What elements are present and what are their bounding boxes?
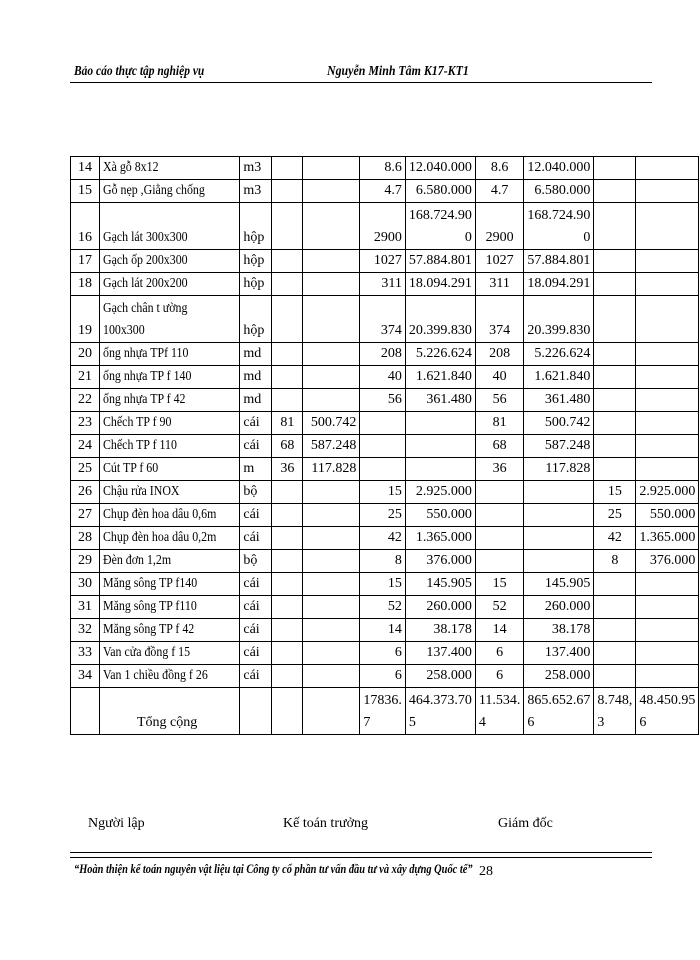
cell-c5 [303,596,360,619]
cell-c5: 587.248 [303,435,360,458]
materials-table [70,156,699,735]
table-row [71,180,699,203]
table-row [71,343,699,366]
table-row [71,157,699,180]
cell-c10 [594,389,636,412]
item-name: Gạch chân t ường 100x300 [100,296,240,343]
cell-c9: 168.724.90 0 [524,203,594,250]
cell-c8: 56 [475,389,523,412]
cell-c7: 57.884.801 [405,250,475,273]
cell-c4 [272,157,303,180]
unit: md [240,389,272,412]
item-name: Van cửa đồng f 15 [100,642,240,665]
cell-c5 [303,203,360,250]
item-name: Gạch ốp 200x300 [100,250,240,273]
cell-c5 [303,343,360,366]
cell-c11 [636,642,699,665]
cell-c4 [272,389,303,412]
total-unit [240,688,272,735]
table-row [71,389,699,412]
cell-c5 [303,619,360,642]
cell-c10 [594,435,636,458]
row-number: 22 [71,389,100,412]
row-number: 17 [71,250,100,273]
cell-c5 [303,389,360,412]
cell-c9: 137.400 [524,642,594,665]
cell-c4 [272,665,303,688]
row-number: 30 [71,573,100,596]
unit: m3 [240,157,272,180]
cell-c5 [303,527,360,550]
cell-c7: 38.178 [405,619,475,642]
item-name: Đèn đơn 1,2m [100,550,240,573]
table-row [71,250,699,273]
cell-c5 [303,642,360,665]
cell-c10 [594,366,636,389]
table-row [71,596,699,619]
table-row [71,273,699,296]
cell-c11 [636,273,699,296]
cell-c9: 145.905 [524,573,594,596]
unit: hộp [240,203,272,250]
total-row [71,688,699,735]
total-c4 [272,688,303,735]
table-row [71,550,699,573]
cell-c4 [272,296,303,343]
cell-c6: 1027 [360,250,406,273]
cell-c6: 25 [360,504,406,527]
unit: hộp [240,296,272,343]
cell-c8 [475,527,523,550]
cell-c6: 6 [360,642,406,665]
total-c7: 464.373.70 5 [405,688,475,735]
cell-c5 [303,550,360,573]
row-number: 25 [71,458,100,481]
cell-c9: 260.000 [524,596,594,619]
cell-c11 [636,389,699,412]
cell-c5 [303,296,360,343]
table-row [71,366,699,389]
cell-c10: 15 [594,481,636,504]
cell-c6: 56 [360,389,406,412]
cell-c4 [272,366,303,389]
cell-c10 [594,458,636,481]
cell-c4 [272,504,303,527]
director-label: Giám đốc [498,816,553,831]
unit: cái [240,573,272,596]
cell-c7: 6.580.000 [405,180,475,203]
row-number: 26 [71,481,100,504]
item-name: Măng sông TP f140 [100,573,240,596]
cell-c10 [594,296,636,343]
table-row [71,527,699,550]
row-number: 19 [71,296,100,343]
row-number: 28 [71,527,100,550]
item-name: Gạch lát 200x200 [100,273,240,296]
row-number: 15 [71,180,100,203]
total-no [71,688,100,735]
cell-c9: 258.000 [524,665,594,688]
total-label: Tổng cộng [100,688,240,735]
cell-c10: 8 [594,550,636,573]
unit: bộ [240,550,272,573]
item-name: Cút TP f 60 [100,458,240,481]
unit: cái [240,435,272,458]
cell-c10 [594,665,636,688]
cell-c11 [636,180,699,203]
cell-c8: 311 [475,273,523,296]
cell-c4 [272,550,303,573]
table-row [71,573,699,596]
cell-c7: 550.000 [405,504,475,527]
cell-c7: 18.094.291 [405,273,475,296]
row-number: 24 [71,435,100,458]
cell-c9 [524,481,594,504]
row-number: 32 [71,619,100,642]
unit: bộ [240,481,272,504]
cell-c8 [475,481,523,504]
row-number: 21 [71,366,100,389]
table-row [71,458,699,481]
cell-c8: 52 [475,596,523,619]
table-row [71,665,699,688]
cell-c8: 1027 [475,250,523,273]
page-header [70,62,652,83]
cell-c6: 6 [360,665,406,688]
unit: m3 [240,180,272,203]
cell-c11 [636,596,699,619]
cell-c10 [594,203,636,250]
cell-c11 [636,412,699,435]
table-row [71,619,699,642]
cell-c11: 376.000 [636,550,699,573]
item-name: ống nhựa TP f 42 [100,389,240,412]
row-number: 34 [71,665,100,688]
item-name: Măng sông TP f 42 [100,619,240,642]
cell-c11: 2.925.000 [636,481,699,504]
preparer-label: Người lập [88,816,145,831]
cell-c6: 8 [360,550,406,573]
unit: cái [240,596,272,619]
cell-c7: 137.400 [405,642,475,665]
cell-c9: 500.742 [524,412,594,435]
total-c11: 48.450.95 6 [636,688,699,735]
cell-c4: 36 [272,458,303,481]
item-name: Xà gỗ 8x12 [100,157,240,180]
cell-c6: 4.7 [360,180,406,203]
cell-c6: 42 [360,527,406,550]
table-row [71,481,699,504]
cell-c10 [594,250,636,273]
cell-c5 [303,504,360,527]
cell-c10 [594,180,636,203]
cell-c5: 500.742 [303,412,360,435]
cell-c7: 258.000 [405,665,475,688]
cell-c7 [405,435,475,458]
cell-c8: 6 [475,665,523,688]
row-number: 14 [71,157,100,180]
item-name: Van 1 chiều đồng f 26 [100,665,240,688]
cell-c11 [636,619,699,642]
cell-c7: 2.925.000 [405,481,475,504]
cell-c10 [594,157,636,180]
unit: cái [240,619,272,642]
cell-c4 [272,273,303,296]
cell-c9: 587.248 [524,435,594,458]
item-name: Chụp đèn hoa dâu 0,2m [100,527,240,550]
author-line: Nguyễn Minh Tâm K17-KT1 [327,64,469,79]
cell-c11 [636,435,699,458]
cell-c8: 2900 [475,203,523,250]
cell-c4 [272,343,303,366]
cell-c8: 208 [475,343,523,366]
cell-c6: 15 [360,573,406,596]
cell-c10 [594,642,636,665]
total-c5 [303,688,360,735]
item-name: ống nhựa TP f 140 [100,366,240,389]
cell-c6: 15 [360,481,406,504]
cell-c7: 5.226.624 [405,343,475,366]
item-name: Chậu rửa INOX [100,481,240,504]
cell-c11 [636,250,699,273]
row-number: 23 [71,412,100,435]
cell-c11: 550.000 [636,504,699,527]
cell-c4 [272,642,303,665]
cell-c6: 374 [360,296,406,343]
cell-c4 [272,481,303,504]
cell-c5 [303,481,360,504]
cell-c10 [594,412,636,435]
cell-c11 [636,366,699,389]
cell-c4: 81 [272,412,303,435]
cell-c8: 8.6 [475,157,523,180]
chief-accountant-label: Kế toán trưởng [283,816,368,831]
cell-c8 [475,550,523,573]
cell-c8: 68 [475,435,523,458]
cell-c11 [636,157,699,180]
row-number: 20 [71,343,100,366]
cell-c9: 18.094.291 [524,273,594,296]
cell-c9 [524,527,594,550]
table-row [71,203,699,250]
cell-c9: 12.040.000 [524,157,594,180]
total-c8: 11.534. 4 [475,688,523,735]
cell-c5 [303,366,360,389]
cell-c6: 8.6 [360,157,406,180]
cell-c9 [524,504,594,527]
cell-c6: 40 [360,366,406,389]
cell-c7: 260.000 [405,596,475,619]
cell-c9: 1.621.840 [524,366,594,389]
cell-c8: 374 [475,296,523,343]
cell-c7: 168.724.90 0 [405,203,475,250]
cell-c8: 14 [475,619,523,642]
cell-c5 [303,273,360,296]
unit: cái [240,665,272,688]
cell-c9: 57.884.801 [524,250,594,273]
item-name: ống nhựa TPf 110 [100,343,240,366]
item-name: Chếch TP f 110 [100,435,240,458]
unit: cái [240,527,272,550]
cell-c6: 2900 [360,203,406,250]
item-name: Chếch TP f 90 [100,412,240,435]
item-name: Gạch lát 300x300 [100,203,240,250]
row-number: 16 [71,203,100,250]
item-name: Chụp đèn hoa dâu 0,6m [100,504,240,527]
item-name: Măng sông TP f110 [100,596,240,619]
cell-c5 [303,250,360,273]
page-number: 28 [479,864,493,879]
table-row [71,504,699,527]
total-c9: 865.652.67 6 [524,688,594,735]
cell-c7: 1.621.840 [405,366,475,389]
total-c10: 8.748, 3 [594,688,636,735]
cell-c6: 208 [360,343,406,366]
unit: hộp [240,250,272,273]
cell-c5 [303,573,360,596]
cell-c8: 4.7 [475,180,523,203]
cell-c4 [272,619,303,642]
unit: m [240,458,272,481]
cell-c4 [272,596,303,619]
cell-c10: 42 [594,527,636,550]
cell-c4 [272,203,303,250]
cell-c4 [272,250,303,273]
row-number: 27 [71,504,100,527]
cell-c5 [303,157,360,180]
cell-c5: 117.828 [303,458,360,481]
report-title: Bảo cáo thực tập nghiệp vụ [74,64,205,79]
cell-c11 [636,573,699,596]
row-number: 18 [71,273,100,296]
row-number: 31 [71,596,100,619]
unit: cái [240,412,272,435]
unit: md [240,343,272,366]
cell-c11 [636,665,699,688]
unit: cái [240,504,272,527]
cell-c5 [303,665,360,688]
cell-c6: 52 [360,596,406,619]
cell-c5 [303,180,360,203]
item-name: Gỗ nẹp ,Giằng chống [100,180,240,203]
cell-c8: 6 [475,642,523,665]
cell-c9: 5.226.624 [524,343,594,366]
total-c6: 17836. 7 [360,688,406,735]
cell-c8: 81 [475,412,523,435]
cell-c7: 376.000 [405,550,475,573]
cell-c7: 20.399.830 [405,296,475,343]
cell-c8: 36 [475,458,523,481]
cell-c7 [405,412,475,435]
cell-c8: 40 [475,366,523,389]
cell-c11 [636,296,699,343]
row-number: 29 [71,550,100,573]
footer-text: “Hoàn thiện kế toán nguyên vật liệu tại Công ty cổ phần tư vấn đầu tư và xây dựng Quốc tế” [74,862,473,876]
cell-c11: 1.365.000 [636,527,699,550]
row-number: 33 [71,642,100,665]
cell-c8: 15 [475,573,523,596]
cell-c10 [594,573,636,596]
cell-c11 [636,343,699,366]
cell-c7 [405,458,475,481]
cell-c10 [594,273,636,296]
cell-c9 [524,550,594,573]
unit: hộp [240,273,272,296]
cell-c10: 25 [594,504,636,527]
table-row [71,435,699,458]
cell-c7: 1.365.000 [405,527,475,550]
cell-c9: 6.580.000 [524,180,594,203]
cell-c4 [272,527,303,550]
table-row [71,642,699,665]
unit: cái [240,642,272,665]
cell-c9: 361.480 [524,389,594,412]
cell-c11 [636,203,699,250]
cell-c10 [594,343,636,366]
cell-c9: 38.178 [524,619,594,642]
cell-c6: 14 [360,619,406,642]
cell-c11 [636,458,699,481]
cell-c7: 361.480 [405,389,475,412]
unit: md [240,366,272,389]
cell-c4 [272,573,303,596]
cell-c6 [360,458,406,481]
table-row [71,412,699,435]
cell-c9: 117.828 [524,458,594,481]
cell-c10 [594,619,636,642]
cell-c7: 145.905 [405,573,475,596]
footer-rule [70,852,652,858]
cell-c6: 311 [360,273,406,296]
cell-c7: 12.040.000 [405,157,475,180]
table-row [71,296,699,343]
cell-c6 [360,435,406,458]
cell-c9: 20.399.830 [524,296,594,343]
cell-c6 [360,412,406,435]
cell-c10 [594,596,636,619]
cell-c4 [272,180,303,203]
cell-c8 [475,504,523,527]
cell-c4: 68 [272,435,303,458]
